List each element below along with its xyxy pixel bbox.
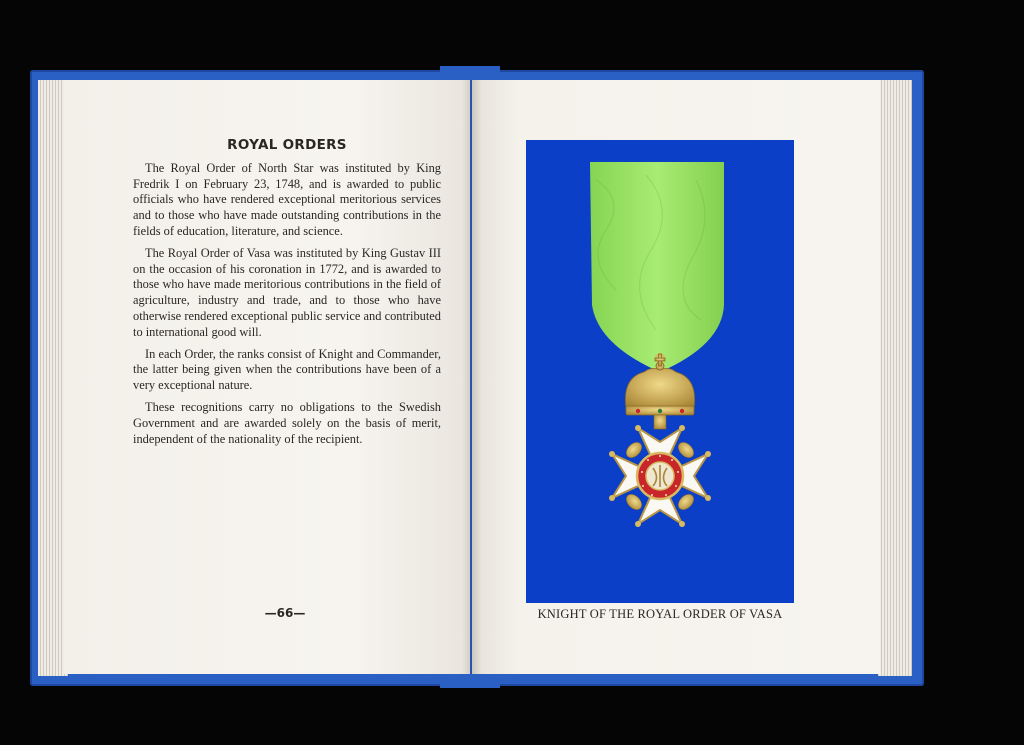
gold-crown bbox=[625, 354, 694, 415]
section-heading: ROYAL ORDERS bbox=[227, 137, 347, 153]
medal-caption: KNIGHT OF THE ROYAL ORDER OF VASA bbox=[537, 607, 783, 621]
book-spine-bottom bbox=[440, 676, 500, 688]
paragraph-north-star: The Royal Order of North Star was instituted by King Fredrik I on February 23, 1748, and is awarded to public officials who have rendered exceptional meritorious services and to those who have made outstanding contributions in the fields of education, literature, and science. bbox=[133, 160, 441, 238]
page-number: —66— bbox=[264, 606, 306, 620]
paragraph-ranks: In each Order, the ranks consist of Knight and Commander, the latter being given when the contributions have been of a very exceptional nature. bbox=[133, 346, 441, 393]
paragraph-obligations: These recognitions carry no obligations to the Swedish Government and are awarded solely on the basis of merit, independent of the nationality of the recipient. bbox=[133, 399, 441, 446]
page-edges-right bbox=[878, 80, 912, 676]
paragraph-vasa: The Royal Order of Vasa was instituted by King Gustav III on the occasion of his coronation in 1772, and is awarded to those who have made meritorious contributions in the field of agriculture, industry and trade, and to those who have otherwise rendered exceptional public service and contributed to international good will. bbox=[133, 245, 441, 339]
book-spine-top bbox=[440, 66, 500, 78]
medal-photo-plate bbox=[526, 140, 794, 603]
royal-orders-text bbox=[133, 138, 441, 453]
vasa-medal-illustration bbox=[526, 140, 794, 603]
book-gutter bbox=[462, 80, 482, 674]
